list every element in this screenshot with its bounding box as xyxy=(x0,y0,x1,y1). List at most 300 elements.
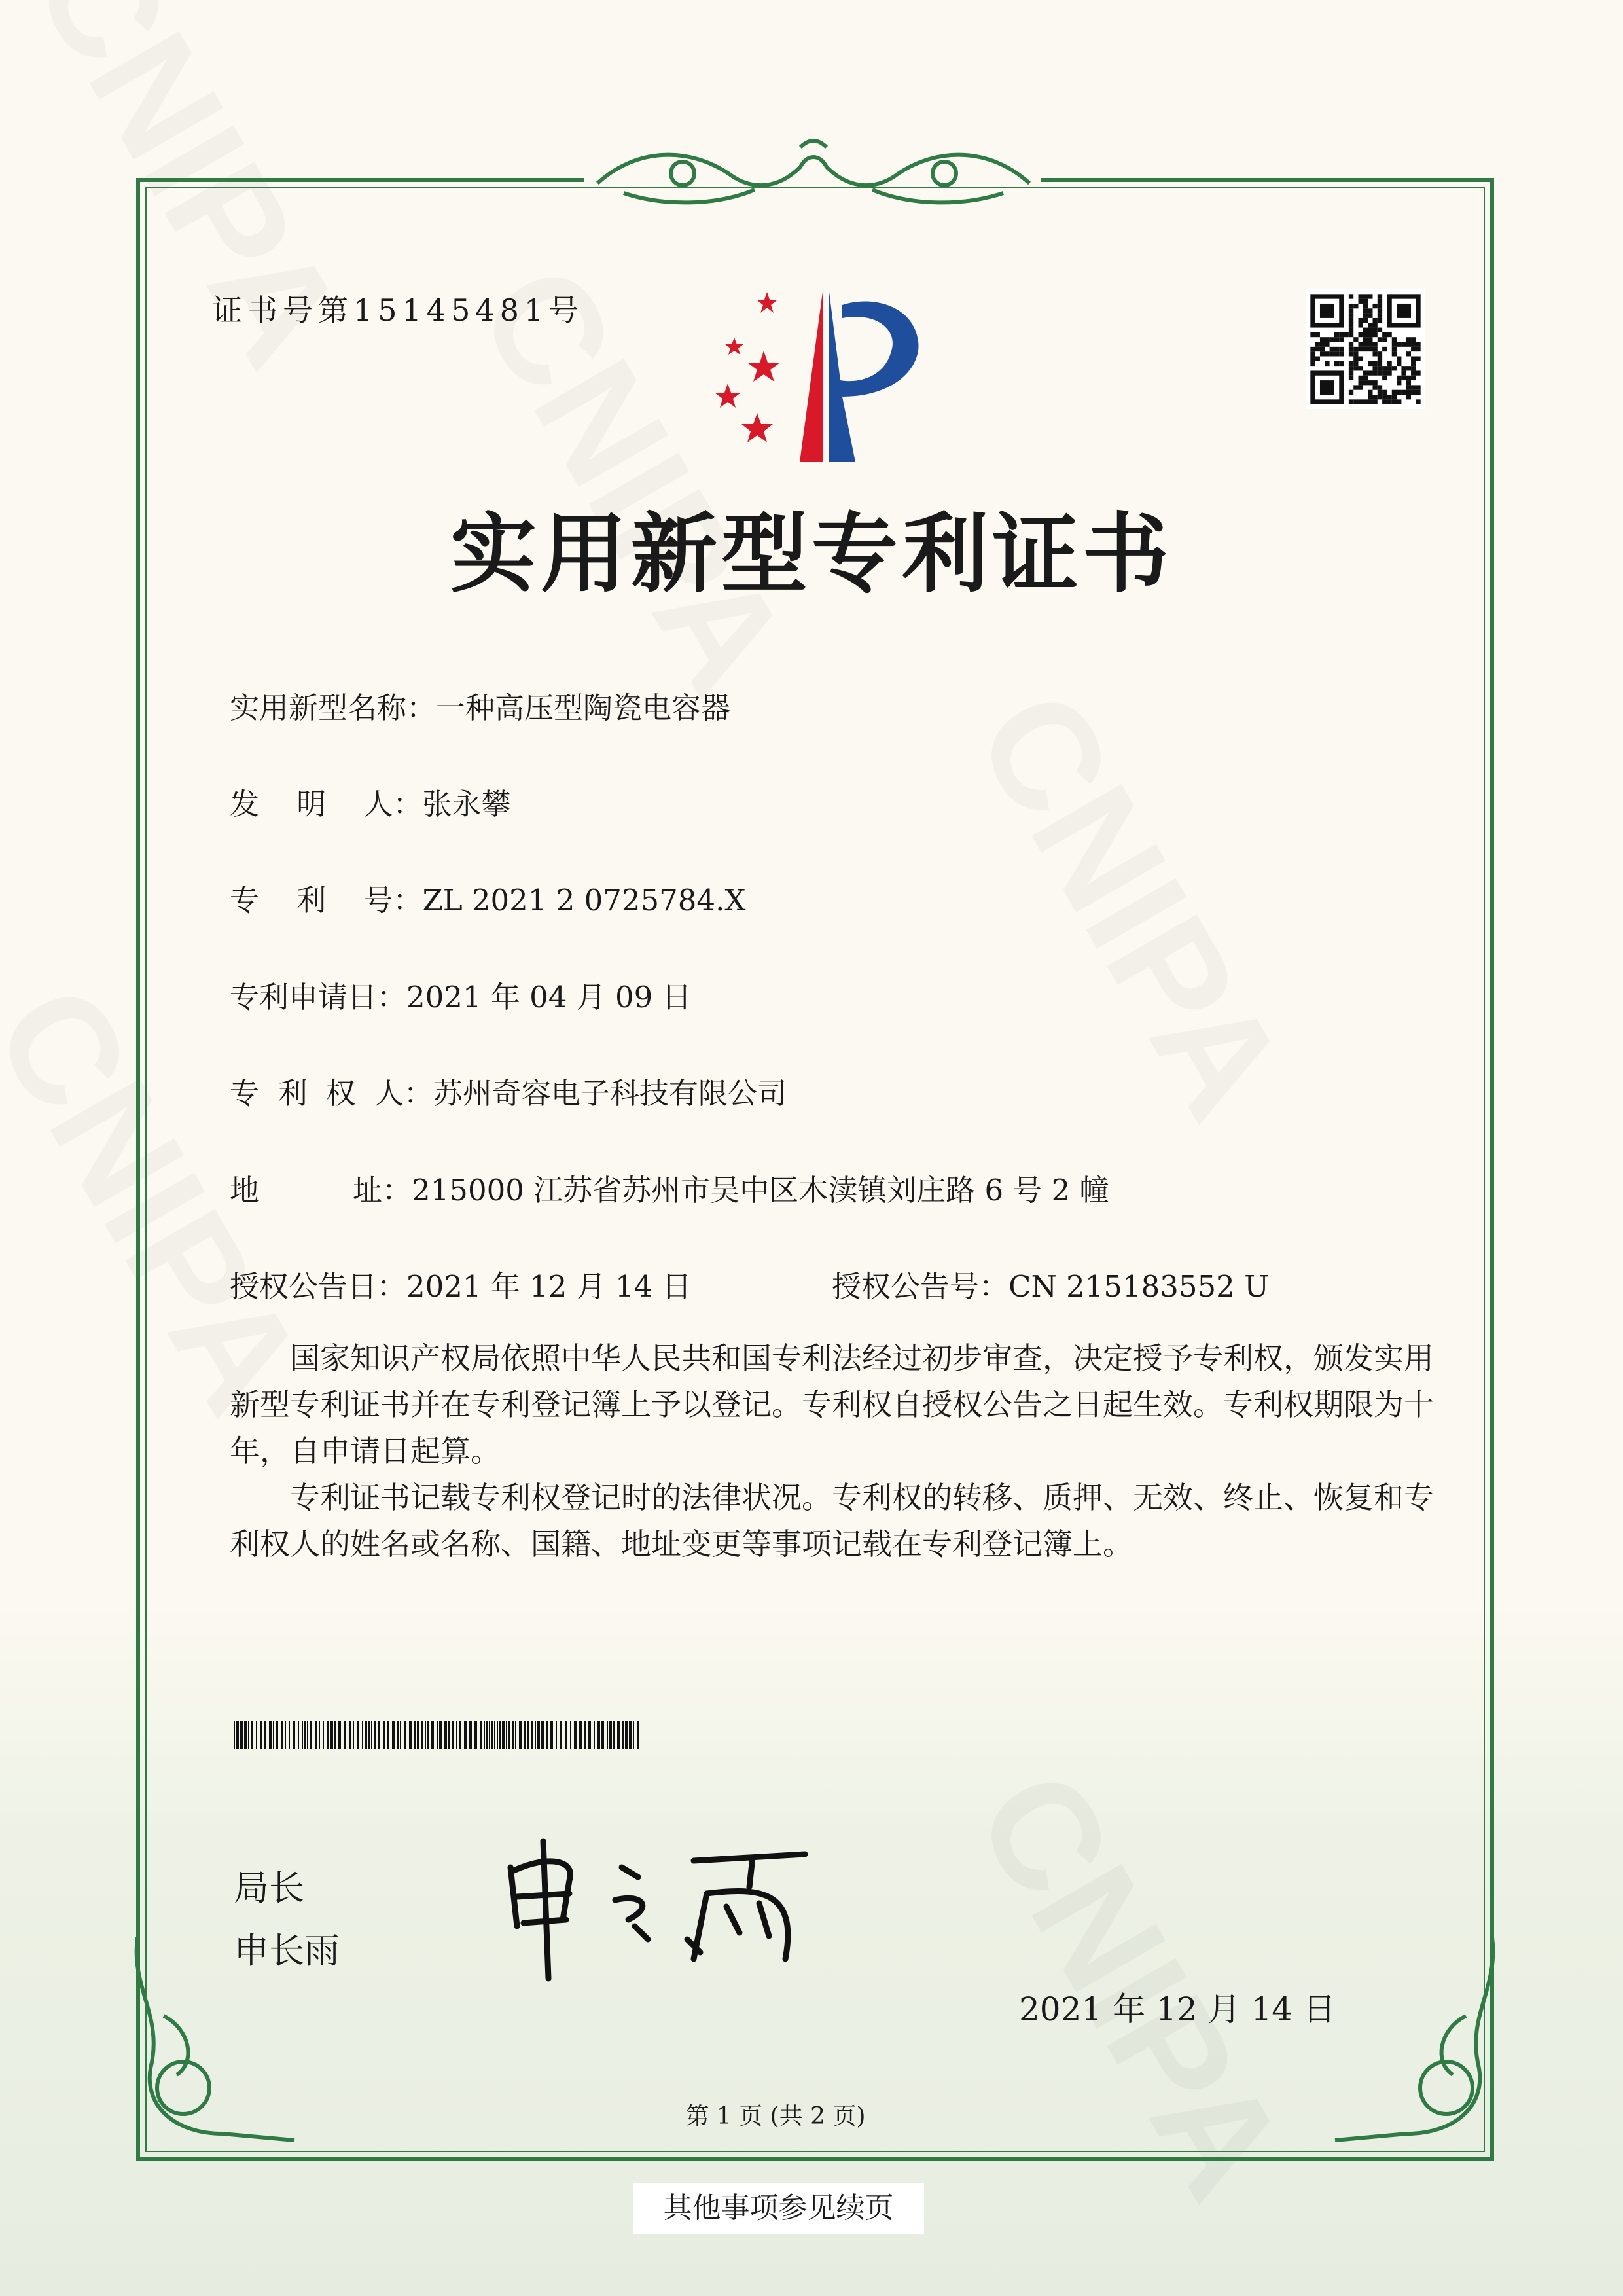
qr-module xyxy=(1363,337,1368,342)
qr-module xyxy=(1382,390,1387,395)
barcode-bar xyxy=(541,1721,544,1749)
qr-module xyxy=(1397,376,1401,380)
barcode-bar xyxy=(597,1721,600,1749)
qr-module xyxy=(1349,323,1353,327)
qr-module xyxy=(1359,385,1363,389)
barcode-bar xyxy=(365,1721,367,1749)
qr-module xyxy=(1378,361,1382,366)
qr-module xyxy=(1363,304,1368,308)
field-value: 2021 年 04 月 09 日 xyxy=(406,980,692,1014)
qr-module xyxy=(1363,370,1368,375)
qr-module xyxy=(1320,351,1325,356)
qr-module xyxy=(1349,318,1353,323)
qr-module xyxy=(1406,385,1411,389)
qr-module xyxy=(1406,366,1411,370)
barcode-bar xyxy=(431,1721,434,1749)
barcode-bar xyxy=(613,1721,615,1749)
qr-module xyxy=(1353,347,1358,351)
field-label: 专 利 权 人： xyxy=(230,1076,433,1111)
qr-module xyxy=(1406,380,1411,385)
qr-module xyxy=(1368,380,1372,385)
barcode-bar xyxy=(537,1721,540,1749)
barcode-bar xyxy=(327,1721,329,1749)
qr-module xyxy=(1372,342,1377,347)
qr-module xyxy=(1368,390,1372,395)
barcode-bar xyxy=(357,1721,359,1749)
qr-module xyxy=(1325,351,1329,356)
qr-module xyxy=(1378,318,1382,323)
field-address xyxy=(230,1166,1109,1209)
barcode-bar xyxy=(256,1721,257,1749)
qr-code xyxy=(1306,289,1425,409)
barcode-bar xyxy=(524,1721,526,1749)
qr-finder xyxy=(1320,304,1334,318)
qr-module xyxy=(1378,308,1382,313)
qr-module xyxy=(1315,356,1320,361)
barcode-bar xyxy=(459,1721,461,1749)
field-label: 地 址： xyxy=(230,1173,412,1208)
qr-module xyxy=(1397,399,1401,404)
qr-module xyxy=(1368,337,1372,342)
qr-module xyxy=(1359,294,1363,298)
qr-module xyxy=(1406,351,1411,356)
qr-module xyxy=(1368,332,1372,337)
barcode-bar xyxy=(378,1721,380,1749)
qr-module xyxy=(1416,385,1420,389)
qr-module xyxy=(1372,399,1377,404)
qr-module xyxy=(1387,332,1391,337)
qr-module xyxy=(1382,337,1387,342)
barcode-bar xyxy=(404,1721,406,1749)
qr-module xyxy=(1359,380,1363,385)
field-label: 专 利 号： xyxy=(230,883,423,918)
qr-module xyxy=(1363,299,1368,304)
qr-module xyxy=(1416,356,1420,361)
qr-module xyxy=(1344,332,1349,337)
field-patent-number xyxy=(230,876,745,919)
qr-module xyxy=(1359,376,1363,380)
barcode-bar xyxy=(344,1721,346,1749)
qr-module xyxy=(1378,294,1382,298)
qr-module xyxy=(1353,356,1358,361)
qr-module xyxy=(1368,342,1372,347)
qr-module xyxy=(1363,376,1368,380)
qr-module xyxy=(1401,366,1406,370)
barcode-bar xyxy=(323,1721,324,1749)
qr-module xyxy=(1372,366,1377,370)
barcode-bar xyxy=(607,1721,608,1749)
barcode-bar xyxy=(427,1721,429,1749)
qr-module xyxy=(1372,395,1377,399)
qr-module xyxy=(1349,399,1353,404)
qr-module xyxy=(1378,299,1382,304)
qr-module xyxy=(1387,395,1391,399)
qr-module xyxy=(1349,332,1353,337)
barcode-bar xyxy=(349,1721,351,1749)
qr-module xyxy=(1363,380,1368,385)
qr-module xyxy=(1310,347,1315,351)
qr-module xyxy=(1372,304,1377,308)
qr-module xyxy=(1378,385,1382,389)
barcode-bar xyxy=(383,1721,385,1749)
qr-module xyxy=(1349,390,1353,395)
qr-module xyxy=(1320,337,1325,342)
signature xyxy=(497,1828,838,1985)
qr-module xyxy=(1363,328,1368,332)
barcode-bar xyxy=(240,1721,243,1749)
qr-module xyxy=(1359,299,1363,304)
qr-module xyxy=(1372,347,1377,351)
barcode-bar xyxy=(456,1721,457,1749)
statement-paragraph: 国家知识产权局依照中华人民共和国专利法经过初步审查，决定授予专利权，颁发实用新型专利证书并在专利登记簿上予以登记。专利权自授权公告之日起生效。专利权期限为十年，自申请日起算。 xyxy=(230,1340,1434,1469)
barcode-bar xyxy=(556,1721,557,1749)
barcode-bar xyxy=(437,1721,438,1749)
qr-module xyxy=(1310,361,1315,366)
qr-module xyxy=(1353,351,1358,356)
qr-module xyxy=(1406,342,1411,347)
qr-module xyxy=(1359,347,1363,351)
qr-module xyxy=(1368,399,1372,404)
barcode-bar xyxy=(570,1721,571,1749)
signatory-name: 申长雨 xyxy=(234,1930,340,1971)
page-title: 实用新型专利证书 xyxy=(450,503,1173,605)
barcode-bar xyxy=(371,1721,372,1749)
field-application-date xyxy=(230,973,692,1016)
field-label: 发 明 人： xyxy=(230,787,423,821)
qr-module xyxy=(1325,361,1329,366)
barcode-bar xyxy=(452,1721,454,1749)
statement-paragraph: 专利证书记载专利权登记时的法律状况。专利权的转移、质押、无效、终止、恢复和专利权人的姓名或名称、国籍、地址变更等事项记载在专利登记簿上。 xyxy=(230,1480,1434,1562)
barcode-bar xyxy=(474,1721,477,1749)
qr-module xyxy=(1349,366,1353,370)
qr-module xyxy=(1411,390,1416,395)
barcode-bar xyxy=(519,1721,522,1749)
barcode-bar xyxy=(302,1721,303,1749)
field-utility-model-name xyxy=(230,684,730,726)
qr-module xyxy=(1411,342,1416,347)
barcode-bar xyxy=(508,1721,510,1749)
qr-module xyxy=(1310,351,1315,356)
qr-module xyxy=(1334,361,1339,366)
qr-module xyxy=(1330,351,1334,356)
qr-module xyxy=(1349,314,1353,318)
qr-module xyxy=(1416,342,1420,347)
barcode-bar xyxy=(368,1721,370,1749)
barcode-bar xyxy=(289,1721,290,1749)
barcode-bar xyxy=(276,1721,278,1749)
barcode-bar xyxy=(512,1721,514,1749)
qr-module xyxy=(1378,356,1382,361)
barcode-bar xyxy=(421,1721,423,1749)
barcode-bar xyxy=(260,1721,262,1749)
qr-module xyxy=(1368,395,1372,399)
barcode-bar xyxy=(637,1721,639,1749)
barcode-bar xyxy=(362,1721,363,1749)
qr-module xyxy=(1387,399,1391,404)
qr-module xyxy=(1368,314,1372,318)
barcode-bar xyxy=(535,1721,536,1749)
barcode-bar xyxy=(480,1721,482,1749)
barcode-bar xyxy=(417,1721,419,1749)
barcode-bar xyxy=(484,1721,485,1749)
qr-module xyxy=(1353,385,1358,389)
qr-module xyxy=(1359,332,1363,337)
barcode-bar xyxy=(489,1721,490,1749)
barcode-bar xyxy=(234,1721,235,1749)
certificate-statement xyxy=(230,1335,1434,1568)
barcode-bar xyxy=(464,1721,467,1749)
certificate-number: 证书号第15145481号 xyxy=(212,293,584,328)
barcode-bar xyxy=(469,1721,472,1749)
barcode-bar xyxy=(527,1721,529,1749)
field-value: 2021 年 12 月 14 日 xyxy=(406,1269,692,1304)
qr-module xyxy=(1368,294,1372,298)
qr-module xyxy=(1334,347,1339,351)
qr-module xyxy=(1359,356,1363,361)
qr-module xyxy=(1372,385,1377,389)
qr-module xyxy=(1416,399,1420,404)
qr-module xyxy=(1320,342,1325,347)
qr-module xyxy=(1339,332,1344,337)
qr-module xyxy=(1372,351,1377,356)
barcode-bar xyxy=(601,1721,604,1749)
qr-finder xyxy=(1397,304,1411,318)
qr-module xyxy=(1363,347,1368,351)
barcode-bar xyxy=(269,1721,272,1749)
qr-module xyxy=(1372,328,1377,332)
barcode-bar xyxy=(293,1721,295,1749)
qr-module xyxy=(1372,370,1377,375)
barcode-bar xyxy=(330,1721,333,1749)
qr-module xyxy=(1397,361,1401,366)
qr-module xyxy=(1392,399,1397,404)
qr-module xyxy=(1382,347,1387,351)
field-inventor xyxy=(230,780,510,823)
barcode-bar xyxy=(319,1721,320,1749)
field-grant-date xyxy=(230,1263,692,1305)
qr-module xyxy=(1392,337,1397,342)
barcode-bar xyxy=(236,1721,239,1749)
qr-module xyxy=(1378,351,1382,356)
qr-module xyxy=(1387,370,1391,375)
qr-module xyxy=(1406,395,1411,399)
qr-module xyxy=(1334,351,1339,356)
barcode-bar xyxy=(565,1721,567,1749)
qr-module xyxy=(1378,390,1382,395)
barcode-bar xyxy=(304,1721,306,1749)
barcode-bar xyxy=(244,1721,247,1749)
barcode-bar xyxy=(273,1721,274,1749)
qr-module xyxy=(1401,376,1406,380)
qr-module xyxy=(1401,390,1406,395)
qr-module xyxy=(1397,390,1401,395)
barcode-bar xyxy=(588,1721,591,1749)
qr-module xyxy=(1378,337,1382,342)
qr-module xyxy=(1406,390,1411,395)
qr-module xyxy=(1353,366,1358,370)
barcode-bar xyxy=(550,1721,553,1749)
qr-module xyxy=(1363,332,1368,337)
qr-module xyxy=(1339,337,1344,342)
barcode-bar xyxy=(579,1721,582,1749)
barcode-bar xyxy=(497,1721,498,1749)
barcode-bar xyxy=(387,1721,389,1749)
qr-module xyxy=(1392,347,1397,351)
qr-module xyxy=(1359,366,1363,370)
qr-module xyxy=(1378,366,1382,370)
continuation-note: 其他事项参见续页 xyxy=(633,2183,924,2234)
qr-module xyxy=(1382,366,1387,370)
qr-module xyxy=(1353,304,1358,308)
qr-module xyxy=(1349,376,1353,380)
qr-module xyxy=(1382,395,1387,399)
cnipa-logo xyxy=(702,285,931,469)
qr-module xyxy=(1378,328,1382,332)
qr-module xyxy=(1315,332,1320,337)
qr-module xyxy=(1339,351,1344,356)
qr-module xyxy=(1330,347,1334,351)
qr-module xyxy=(1325,342,1329,347)
field-value: ZL 2021 2 0725784.X xyxy=(422,883,746,918)
qr-module xyxy=(1368,323,1372,327)
qr-module xyxy=(1359,323,1363,327)
barcode-bar xyxy=(439,1721,442,1749)
qr-module xyxy=(1339,347,1344,351)
qr-module xyxy=(1349,361,1353,366)
qr-module xyxy=(1397,380,1401,385)
qr-module xyxy=(1368,370,1372,375)
qr-module xyxy=(1315,347,1320,351)
qr-module xyxy=(1378,370,1382,375)
barcode-bar xyxy=(499,1721,501,1749)
barcode-bar xyxy=(251,1721,253,1749)
field-label: 授权公告号： xyxy=(832,1269,1009,1304)
qr-module xyxy=(1368,308,1372,313)
field-label: 授权公告日： xyxy=(230,1269,407,1304)
qr-module xyxy=(1372,323,1377,327)
barcode-bar xyxy=(353,1721,354,1749)
barcode-bar xyxy=(264,1721,266,1749)
qr-module xyxy=(1368,361,1372,366)
qr-module xyxy=(1359,342,1363,347)
qr-module xyxy=(1349,308,1353,313)
qr-module xyxy=(1325,337,1329,342)
barcode-bar xyxy=(486,1721,488,1749)
qr-module xyxy=(1315,342,1320,347)
qr-module xyxy=(1363,308,1368,313)
qr-module xyxy=(1411,356,1416,361)
qr-finder xyxy=(1320,380,1334,395)
qr-module xyxy=(1334,337,1339,342)
qr-module xyxy=(1411,361,1416,366)
qr-module xyxy=(1359,318,1363,323)
barcode-bar xyxy=(560,1721,562,1749)
barcode xyxy=(234,1721,643,1749)
barcode-bar xyxy=(409,1721,412,1749)
qr-module xyxy=(1349,347,1353,351)
qr-module xyxy=(1363,318,1368,323)
qr-module xyxy=(1372,318,1377,323)
qr-module xyxy=(1382,370,1387,375)
barcode-bar xyxy=(625,1721,628,1749)
qr-module xyxy=(1378,304,1382,308)
qr-module xyxy=(1392,351,1397,356)
barcode-bar xyxy=(425,1721,426,1749)
issue-date: 2021 年 12 月 14 日 xyxy=(1019,1990,1336,2028)
field-value: 苏州奇容电子科技有限公司 xyxy=(433,1076,787,1111)
barcode-bar xyxy=(310,1721,312,1749)
barcode-bar xyxy=(338,1721,341,1749)
field-value: CN 215183552 U xyxy=(1008,1269,1270,1304)
qr-module xyxy=(1416,370,1420,375)
field-value: 一种高压型陶瓷电容器 xyxy=(436,691,731,725)
qr-module xyxy=(1397,342,1401,347)
qr-module xyxy=(1320,347,1325,351)
qr-module xyxy=(1363,294,1368,298)
qr-module xyxy=(1411,337,1416,342)
qr-module xyxy=(1349,304,1353,308)
barcode-bar xyxy=(414,1721,416,1749)
barcode-bar xyxy=(248,1721,249,1749)
barcode-bar xyxy=(574,1721,577,1749)
qr-module xyxy=(1353,399,1358,404)
field-label: 实用新型名称： xyxy=(230,691,437,725)
field-value: 张永攀 xyxy=(422,787,511,821)
qr-module xyxy=(1416,347,1420,351)
qr-module xyxy=(1411,385,1416,389)
barcode-bar xyxy=(546,1721,548,1749)
barcode-bar xyxy=(633,1721,634,1749)
qr-module xyxy=(1353,337,1358,342)
barcode-bar xyxy=(594,1721,595,1749)
qr-module xyxy=(1392,390,1397,395)
qr-module xyxy=(1339,361,1344,366)
barcode-bar xyxy=(400,1721,401,1749)
qr-module xyxy=(1411,366,1416,370)
barcode-bar xyxy=(617,1721,620,1749)
barcode-bar xyxy=(584,1721,586,1749)
barcode-bar xyxy=(491,1721,493,1749)
qr-module xyxy=(1378,314,1382,318)
barcode-bar xyxy=(374,1721,376,1749)
qr-module xyxy=(1397,356,1401,361)
qr-module xyxy=(1363,342,1368,347)
qr-module xyxy=(1401,342,1406,347)
qr-module xyxy=(1378,395,1382,399)
qr-module xyxy=(1382,332,1387,337)
qr-module xyxy=(1349,370,1353,375)
barcode-bar xyxy=(307,1721,308,1749)
qr-module xyxy=(1349,351,1353,356)
barcode-bar xyxy=(531,1721,533,1749)
barcode-bar xyxy=(515,1721,516,1749)
qr-module xyxy=(1392,395,1397,399)
qr-module xyxy=(1392,342,1397,347)
barcode-bar xyxy=(502,1721,505,1749)
barcode-bar xyxy=(285,1721,286,1749)
qr-module xyxy=(1363,314,1368,318)
barcode-bar xyxy=(334,1721,336,1749)
qr-module xyxy=(1310,332,1315,337)
barcode-bar xyxy=(444,1721,447,1749)
top-ornament xyxy=(584,134,1041,219)
qr-module xyxy=(1392,366,1397,370)
field-value: 215000 江苏省苏州市吴中区木渎镇刘庄路 6 号 2 幢 xyxy=(412,1173,1109,1208)
barcode-bar xyxy=(494,1721,495,1749)
qr-module xyxy=(1372,361,1377,366)
qr-module xyxy=(1411,376,1416,380)
barcode-bar xyxy=(397,1721,399,1749)
